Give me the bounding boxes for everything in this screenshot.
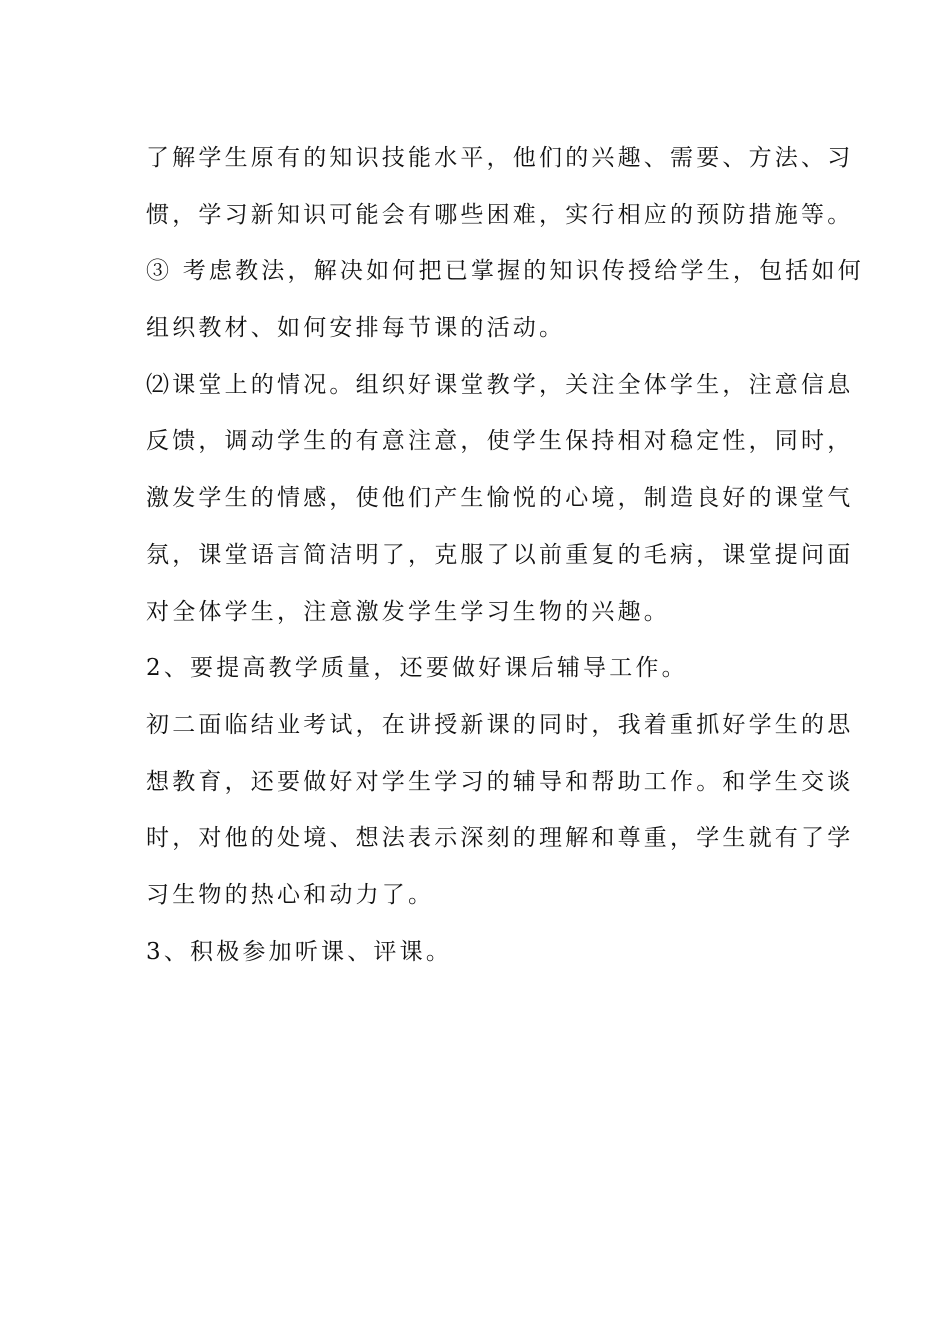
text-line: ⑵课堂上的情况。组织好课堂教学，关注全体学生，注意信息 <box>146 371 854 398</box>
body-text <box>146 130 864 980</box>
text-line: 初二面临结业考试，在讲授新课的同时，我着重抓好学生的思 <box>146 711 854 738</box>
text-line: 氛，课堂语言简洁明了，克服了以前重复的毛病，课堂提问面 <box>146 541 854 568</box>
text-line: 对全体学生，注意激发学生学习生物的兴趣。 <box>146 598 670 625</box>
text-line: 习生物的热心和动力了。 <box>146 881 435 908</box>
text-line: ③ 考虑教法，解决如何把已掌握的知识传授给学生，包括如何 <box>146 258 864 285</box>
text-line: 了解学生原有的知识技能水平，他们的兴趣、需要、方法、习 <box>146 145 854 171</box>
text-line: 3、积极参加听课、评课。 <box>146 938 453 965</box>
text-line: 时，对他的处境、想法表示深刻的理解和尊重，学生就有了学 <box>146 825 854 852</box>
text-line: 惯，学习新知识可能会有哪些困难，实行相应的预防措施等。 <box>146 201 854 228</box>
text-line: 组织教材、如何安排每节课的活动。 <box>146 315 566 342</box>
text-line: 激发学生的情感，使他们产生愉悦的心境，制造良好的课堂气 <box>146 485 854 512</box>
text-line: 2、要提高教学质量，还要做好课后辅导工作。 <box>146 655 688 682</box>
text-line: 反馈，调动学生的有意注意，使学生保持相对稳定性，同时， <box>146 428 854 455</box>
text-line: 想教育，还要做好对学生学习的辅导和帮助工作。和学生交谈 <box>146 768 854 795</box>
